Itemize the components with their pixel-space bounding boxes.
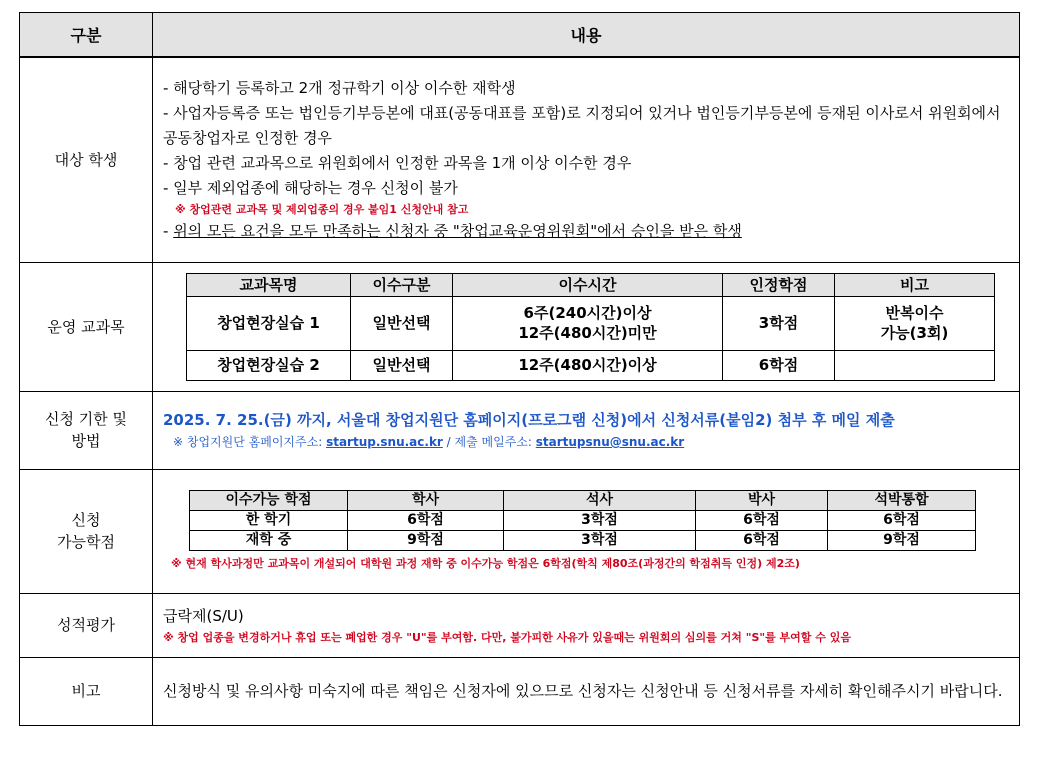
target-line-2: - 사업자등록증 또는 법인등기부등본에 대표(공동대표를 포함)로 지정되어 있거나 법인등기부등본에 등재된 이사로서 위원회에서 공동창업자로 인정한 경우 (163, 103, 1001, 147)
course-credits: 6학점 (723, 350, 835, 380)
grading-content (153, 604, 1019, 647)
courses-header-type: 이수구분 (351, 273, 453, 296)
credits-cell: 3학점 (504, 510, 696, 530)
credits-cell: 6학점 (696, 510, 828, 530)
target-students-content (153, 76, 1019, 244)
apply-content (153, 408, 1019, 452)
credits-header-bachelor: 학사 (348, 490, 504, 510)
target-last-prefix: - (163, 221, 174, 240)
course-note-line1: 반복이수 (885, 304, 944, 322)
grading-label: 성적평가 (20, 593, 153, 657)
apply-label-line2: 방법 (71, 432, 101, 450)
credits-cell: 9학점 (828, 530, 976, 550)
credits-label-line1: 신청 (71, 511, 101, 529)
table-row (190, 510, 976, 530)
remarks-text: 신청방식 및 유의사항 미숙지에 따른 책임은 신청자에 있으므로 신청자는 신청안내 등 신청서류를 자세히 확인해주시기 바랍니다. (163, 681, 1003, 700)
credits-header-integrated: 석박통합 (828, 490, 976, 510)
courses-header-note: 비고 (835, 273, 995, 296)
target-line-1: - 해당학기 등록하고 2개 정규학기 이상 이수한 재학생 (163, 78, 516, 97)
target-students-label: 대상 학생 (20, 57, 153, 262)
course-note (835, 296, 995, 350)
courses-row (20, 262, 1020, 391)
credits-header-row (190, 490, 976, 510)
credits-cell: 한 학기 (190, 510, 348, 530)
course-note (835, 350, 995, 380)
table-header-row (20, 13, 1020, 58)
remarks-label: 비고 (20, 657, 153, 725)
target-line-3: - 창업 관련 교과목으로 위원회에서 인정한 과목을 1개 이상 이수한 경우 (163, 153, 632, 172)
credits-cell: 6학점 (828, 510, 976, 530)
target-last-text: 위의 모든 요건을 모두 만족하는 신청자 중 "창업교육운영위원회"에서 승인을 받은 학생 (173, 221, 742, 240)
credits-note: ※ 현재 학사과정만 교과목이 개설되어 대학원 과정 재학 중 이수가능 학점은 6학점(학칙 제80조(과정간의 학점취득 인정) 제2조) (171, 556, 800, 570)
apply-label-line1: 신청 기한 및 (45, 410, 127, 428)
credits-cell: 6학점 (696, 530, 828, 550)
grading-note: ※ 창업 업종을 변경하거나 휴업 또는 폐업한 경우 "U"를 부여함. 다만, 불가피한 사유가 있을때는 위원회의 심의를 거쳐 "S"를 부여할 수 있음 (163, 630, 851, 644)
course-name: 창업현장실습 2 (187, 350, 351, 380)
apply-note-mid: / 제출 메일주소: (442, 435, 536, 449)
credits-table (189, 490, 976, 551)
remarks-content (153, 678, 1019, 705)
courses-header-row (187, 273, 995, 296)
email-link[interactable]: startupsnu@snu.ac.kr (535, 435, 685, 449)
credits-cell: 재학 중 (190, 530, 348, 550)
credits-row (20, 469, 1020, 593)
courses-table (186, 273, 995, 381)
course-type: 일반선택 (351, 296, 453, 350)
apply-label (20, 391, 153, 469)
target-students-row (20, 57, 1020, 262)
course-name: 창업현장실습 1 (187, 296, 351, 350)
target-line-last (163, 219, 1009, 244)
credits-cell: 9학점 (348, 530, 504, 550)
target-note: ※ 창업관련 교과목 및 제외업종의 경우 붙임1 신청안내 참고 (175, 202, 469, 216)
remarks-row (20, 657, 1020, 725)
grading-row (20, 593, 1020, 657)
header-category: 구분 (20, 13, 153, 58)
table-row (187, 296, 995, 350)
course-type: 일반선택 (351, 350, 453, 380)
course-hours-line2: 12주(480시간)미만 (518, 324, 657, 342)
course-note-line2: 가능(3회) (880, 324, 949, 342)
course-hours (453, 296, 723, 350)
credits-label (20, 469, 153, 593)
apply-note-prefix: ※ 창업지원단 홈페이지주소: (173, 435, 327, 449)
credits-header-type: 이수가능 학점 (190, 490, 348, 510)
course-hours: 12주(480시간)이상 (453, 350, 723, 380)
grading-value: 급락제(S/U) (163, 606, 244, 625)
header-content: 내용 (153, 13, 1020, 58)
application-guide-table (19, 12, 1020, 726)
courses-header-hours: 이수시간 (453, 273, 723, 296)
homepage-link[interactable]: startup.snu.ac.kr (326, 435, 443, 449)
course-credits: 3학점 (723, 296, 835, 350)
courses-header-name: 교과목명 (187, 273, 351, 296)
table-row (190, 530, 976, 550)
courses-label: 운영 교과목 (20, 262, 153, 391)
credits-header-master: 석사 (504, 490, 696, 510)
credits-cell: 3학점 (504, 530, 696, 550)
course-hours-line1: 6주(240시간)이상 (523, 304, 652, 322)
target-line-4: - 일부 제외업종에 해당하는 경우 신청이 불가 (163, 178, 458, 197)
courses-header-credits: 인정학점 (723, 273, 835, 296)
credits-label-line2: 가능학점 (57, 533, 115, 551)
table-row (187, 350, 995, 380)
credits-cell: 6학점 (348, 510, 504, 530)
apply-row (20, 391, 1020, 469)
apply-main: 2025. 7. 25.(금) 까지, 서울대 창업지원단 홈페이지(프로그램 신청)에서 신청서류(붙임2) 첨부 후 메일 제출 (163, 411, 895, 429)
apply-note (163, 432, 1009, 452)
credits-header-doctor: 박사 (696, 490, 828, 510)
